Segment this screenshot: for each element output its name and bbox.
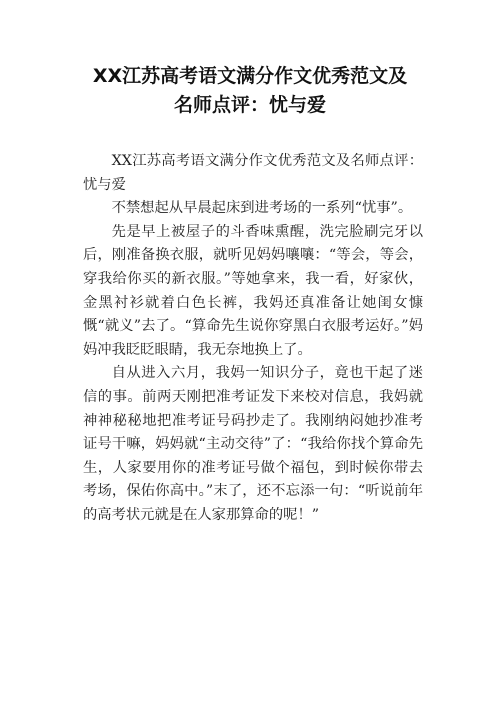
paragraph-4: 自从进入六月，我妈一知识分子，竟也干起了迷信的事。前两天刚把准考证发下来校对信息，我妈就神神秘秘地把准考证号码抄走了。我刚纳闷她抄准考证号干嘛，妈妈就“主动交待”了：“我给你找个算命先生，人家要用你的准考证号做个福包，到时候你带去考场，保佑你高中。”末了，还不忘添一句：“听说前年的高考状元就是在人家那算命的呢！” xyxy=(83,365,423,523)
title-line-2: 名师点评：忧与爱 xyxy=(173,94,326,116)
title-line-1: XX江苏高考语文满分作文优秀范文及 xyxy=(92,65,408,87)
document-title xyxy=(40,62,460,120)
paragraph-3: 先是早上被屋子的斗香味熏醒，洗完脸刷完牙以后，刚准备换衣服，就听见妈妈嚷嚷：“等会，等会，穿我给你买的新衣服。”等她拿来，我一看，好家伙，金黑衬衫就着白色长裤，我妈还真准备让她闺女慷慨“就义”去了。“算命先生说你穿黑白衣服考运好。”妈妈冲我眨眨眼睛，我无奈地换上了。 xyxy=(83,223,423,358)
document-body xyxy=(83,150,423,528)
paragraph-2: 不禁想起从早晨起床到进考场的一系列“忧事”。 xyxy=(111,200,413,217)
paragraph-1: XX江苏高考语文满分作文优秀范文及名师点评：忧与爱 xyxy=(83,153,423,193)
